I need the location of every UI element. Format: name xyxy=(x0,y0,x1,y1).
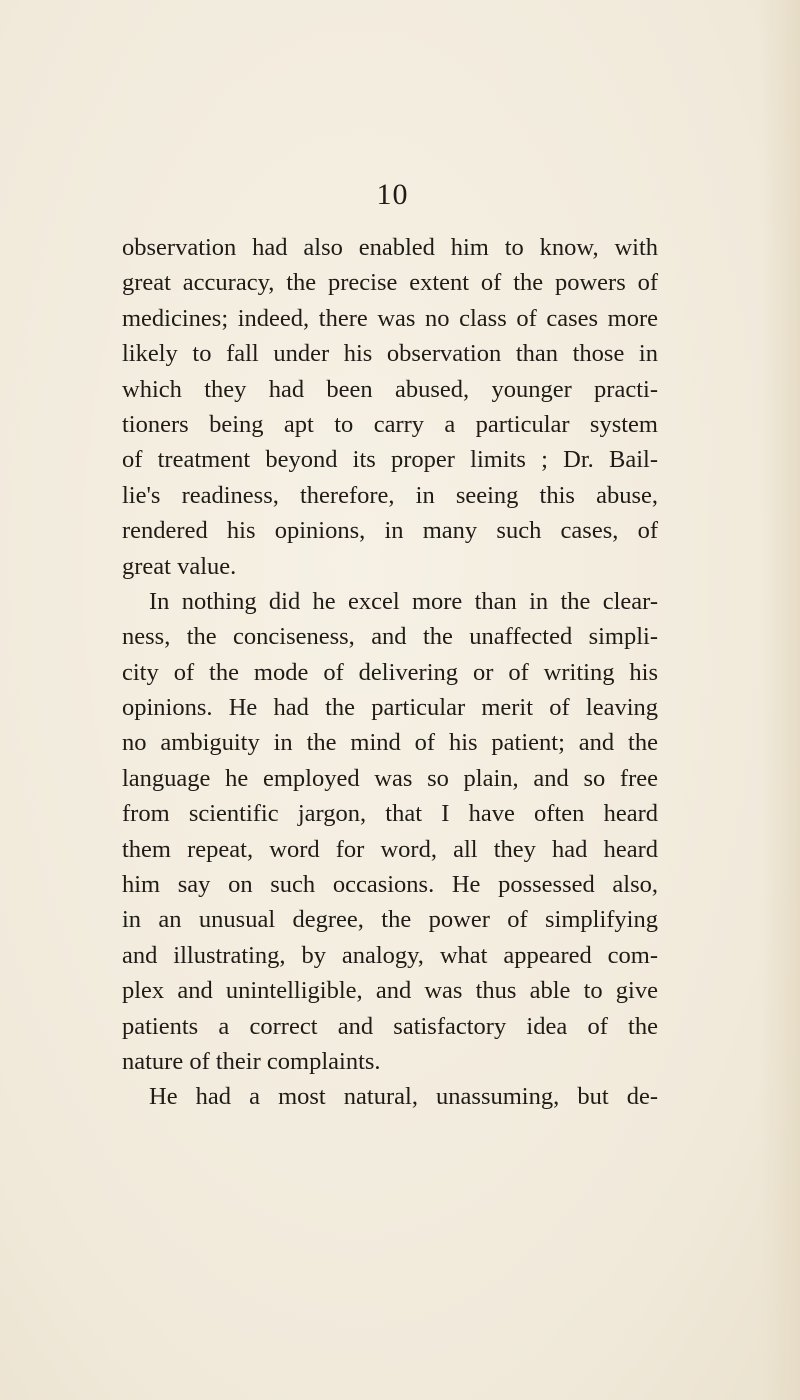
paragraph-start-line: In nothing did he excel more than in the clear- xyxy=(149,587,658,615)
text-line: from scientific jargon, that I have often heard xyxy=(122,800,658,828)
text-line: great value. xyxy=(122,552,237,580)
text-line: and illustrating, by analogy, what appeared com- xyxy=(122,941,658,969)
text-line: language he employed was so plain, and so free xyxy=(122,764,658,792)
text-line: opinions. He had the particular merit of leaving xyxy=(122,694,658,722)
text-line: rendered his opinions, in many such cases, of xyxy=(122,517,658,545)
text-line: no ambiguity in the mind of his patient; and the xyxy=(122,729,658,757)
text-line: them repeat, word for word, all they had heard xyxy=(122,835,658,863)
text-line: lie's readiness, therefore, in seeing this abuse, xyxy=(122,481,658,509)
text-line: observation had also enabled him to know, with xyxy=(122,234,658,261)
text-line: medicines; indeed, there was no class of cases more xyxy=(122,304,658,332)
text-line: plex and unintelligible, and was thus able to give xyxy=(122,977,658,1005)
text-line: ness, the conciseness, and the unaffected simpli- xyxy=(122,623,658,651)
text-line: him say on such occasions. He possessed also, xyxy=(122,871,658,899)
text-line: patients a correct and satisfactory idea of the xyxy=(122,1012,658,1040)
paragraph-start-line: He had a most natural, unassuming, but de- xyxy=(149,1083,658,1111)
text-line: in an unusual degree, the power of simplifying xyxy=(122,906,658,934)
text-line: likely to fall under his observation than those in xyxy=(122,340,658,368)
text-line: city of the mode of delivering or of writing his xyxy=(122,658,658,686)
page-number: 10 xyxy=(376,178,409,211)
text-line: nature of their complaints. xyxy=(122,1047,381,1075)
text-line: which they had been abused, younger practi- xyxy=(122,375,658,403)
text-line: of treatment beyond its proper limits ; Dr. Bail- xyxy=(122,446,658,474)
text-line: tioners being apt to carry a particular system xyxy=(122,410,658,438)
text-line: great accuracy, the precise extent of the powers of xyxy=(122,269,658,297)
body-text xyxy=(122,230,658,1115)
